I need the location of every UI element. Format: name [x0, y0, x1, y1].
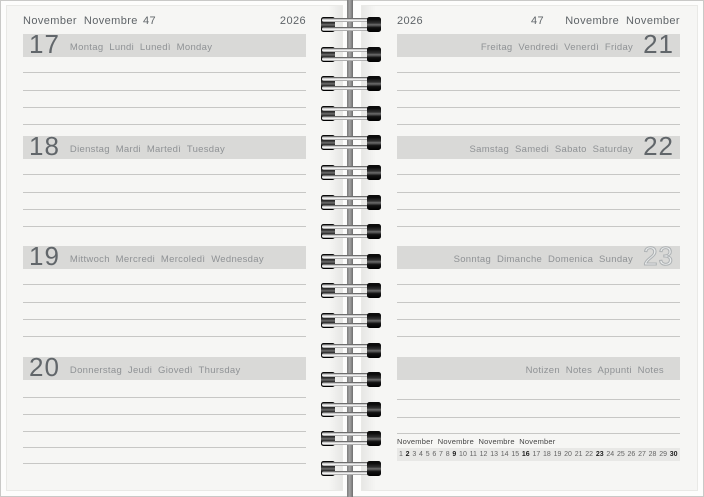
- wire-hole-right: [367, 195, 381, 210]
- notes-labels: Notizen Notes Appunti Notes: [525, 365, 664, 376]
- day-number: 22: [643, 136, 674, 159]
- mini-calendar-day: 18: [543, 451, 551, 458]
- wire-hole-right: [367, 372, 381, 387]
- wire-hole-right: [367, 165, 381, 180]
- mini-calendar-day: 1: [399, 451, 403, 458]
- right-page: [361, 5, 698, 491]
- writing-line: [23, 302, 306, 303]
- day-band-sunday: [397, 246, 680, 269]
- writing-line: [397, 433, 680, 434]
- right-header-month: Novembre November: [565, 15, 680, 27]
- writing-line: [23, 107, 306, 108]
- mini-calendar-day: 16: [521, 451, 530, 458]
- writing-line: [23, 209, 306, 210]
- wire-hole-right: [367, 431, 381, 446]
- mini-calendar-days-row: [397, 448, 680, 461]
- writing-line: [23, 336, 306, 337]
- mini-calendar-day: 5: [425, 451, 430, 458]
- writing-line: [397, 284, 680, 285]
- wire-hole-right: [367, 135, 381, 150]
- day-section-tuesday: [23, 136, 306, 159]
- day-number: 19: [29, 246, 60, 269]
- mini-calendar-day: 28: [648, 451, 657, 458]
- writing-line: [397, 90, 680, 91]
- mini-calendar-day: 11: [469, 451, 477, 458]
- writing-line: [23, 463, 306, 464]
- mini-calendar-day: 20: [564, 451, 572, 458]
- wire-hole-right: [367, 106, 381, 121]
- wire-hole-right: [367, 224, 381, 239]
- day-section-friday: [397, 34, 680, 57]
- left-header-year: 2026: [279, 15, 306, 27]
- mini-calendar-day: 17: [532, 451, 541, 458]
- writing-line: [397, 417, 680, 418]
- wire-hole-right: [367, 402, 381, 417]
- wire-hole-right: [367, 47, 381, 62]
- wire-hole-right: [367, 283, 381, 298]
- mini-calendar-day: 24: [606, 451, 615, 458]
- writing-line: [23, 174, 306, 175]
- day-band-saturday: [397, 136, 680, 159]
- day-section-monday: [23, 34, 306, 57]
- mini-calendar-title: November Novembre Novembre November: [397, 437, 556, 446]
- mini-calendar-day: 19: [553, 451, 562, 458]
- day-number: 18: [29, 136, 60, 159]
- wire-hole-right: [367, 17, 381, 32]
- wire-loop: [321, 135, 381, 150]
- writing-line: [23, 431, 306, 432]
- mini-calendar-day: 7: [439, 451, 443, 458]
- mini-calendar-day: 26: [627, 451, 636, 458]
- wire-loop: [321, 224, 381, 239]
- writing-line: [23, 124, 306, 125]
- wire-loop: [321, 431, 381, 446]
- mini-month-calendar: [397, 437, 680, 461]
- mini-calendar-day: 10: [459, 451, 467, 458]
- day-number: 20: [29, 357, 60, 380]
- mini-calendar-day: 21: [574, 451, 583, 458]
- left-header-month: November Novembre: [23, 15, 138, 27]
- mini-calendar-day: 27: [638, 451, 646, 458]
- wire-loop: [321, 165, 381, 180]
- writing-line: [397, 336, 680, 337]
- day-names: Mittwoch Mercredi Mercoledì Wednesday: [69, 254, 264, 265]
- day-number-sunday-outlined: 23: [643, 246, 674, 269]
- day-names: Samstag Samedi Sabato Saturday: [469, 144, 634, 155]
- wire-loop: [321, 17, 381, 32]
- left-page: [6, 5, 343, 491]
- writing-line: [23, 447, 306, 448]
- wire-hole-right: [367, 254, 381, 269]
- mini-calendar-day: 30: [669, 451, 678, 458]
- wire-loop: [321, 461, 381, 476]
- mini-calendar-day: 13: [490, 451, 499, 458]
- day-names: Montag Lundi Lunedì Monday: [69, 42, 213, 53]
- writing-line: [23, 319, 306, 320]
- day-names: Dienstag Mardi Martedì Tuesday: [69, 144, 226, 155]
- mini-calendar-day: 2: [405, 451, 410, 458]
- writing-line: [397, 209, 680, 210]
- day-number: 21: [643, 34, 674, 57]
- writing-line: [23, 414, 306, 415]
- mini-calendar-day: 6: [432, 451, 437, 458]
- writing-line: [23, 192, 306, 193]
- wire-loop: [321, 283, 381, 298]
- writing-line: [23, 72, 306, 73]
- day-names: Donnerstag Jeudi Giovedì Thursday: [69, 365, 241, 376]
- writing-line: [397, 192, 680, 193]
- wire-hole-right: [367, 461, 381, 476]
- wire-hole-right: [367, 76, 381, 91]
- left-header-week-number: 47: [143, 15, 157, 27]
- wire-loop: [321, 402, 381, 417]
- day-names: Freitag Vendredi Venerdì Friday: [480, 42, 634, 53]
- wire-loop: [321, 372, 381, 387]
- writing-line: [397, 174, 680, 175]
- writing-line: [23, 226, 306, 227]
- writing-line: [23, 90, 306, 91]
- writing-line: [397, 107, 680, 108]
- mini-calendar-day: 9: [452, 451, 457, 458]
- writing-line: [397, 319, 680, 320]
- mini-calendar-day: 23: [595, 451, 604, 458]
- writing-line: [23, 397, 306, 398]
- day-section-saturday: [397, 136, 680, 159]
- day-section-wednesday: [23, 246, 306, 269]
- right-page-header: [397, 15, 680, 30]
- wire-hole-right: [367, 313, 381, 328]
- right-header-week-number: 47: [531, 15, 545, 27]
- right-header-year: 2026: [397, 15, 424, 27]
- writing-line: [397, 399, 680, 400]
- mini-calendar-day: 15: [511, 451, 520, 458]
- day-band-thursday: [23, 357, 306, 380]
- day-names: Sonntag Dimanche Domenica Sunday: [453, 254, 634, 265]
- day-band-wednesday: [23, 246, 306, 269]
- wire-loop: [321, 254, 381, 269]
- mini-calendar-day: 12: [479, 451, 488, 458]
- mini-calendar-day: 14: [500, 451, 509, 458]
- writing-line: [397, 302, 680, 303]
- writing-line: [23, 284, 306, 285]
- wire-loop: [321, 313, 381, 328]
- day-section-sunday: [397, 246, 680, 269]
- mini-calendar-day: 8: [445, 451, 450, 458]
- mini-calendar-day: 29: [659, 451, 668, 458]
- mini-calendar-day: 25: [616, 451, 625, 458]
- mini-calendar-day: 4: [419, 451, 423, 458]
- writing-line: [397, 226, 680, 227]
- mini-calendar-day: 3: [412, 451, 417, 458]
- wire-loop: [321, 343, 381, 358]
- wire-loop: [321, 47, 381, 62]
- notes-band: [397, 357, 680, 380]
- day-band-tuesday: [23, 136, 306, 159]
- left-page-header: [23, 15, 306, 30]
- notes-section: [397, 357, 680, 380]
- wire-loop: [321, 195, 381, 210]
- day-band-friday: [397, 34, 680, 57]
- wire-loop: [321, 76, 381, 91]
- day-section-thursday: [23, 357, 306, 380]
- mini-calendar-day: 22: [585, 451, 594, 458]
- wire-loop: [321, 106, 381, 121]
- writing-line: [397, 124, 680, 125]
- wire-hole-right: [367, 343, 381, 358]
- day-number: 17: [29, 34, 60, 57]
- writing-line: [397, 72, 680, 73]
- binding-spine-strip: [347, 0, 353, 497]
- day-band-monday: [23, 34, 306, 57]
